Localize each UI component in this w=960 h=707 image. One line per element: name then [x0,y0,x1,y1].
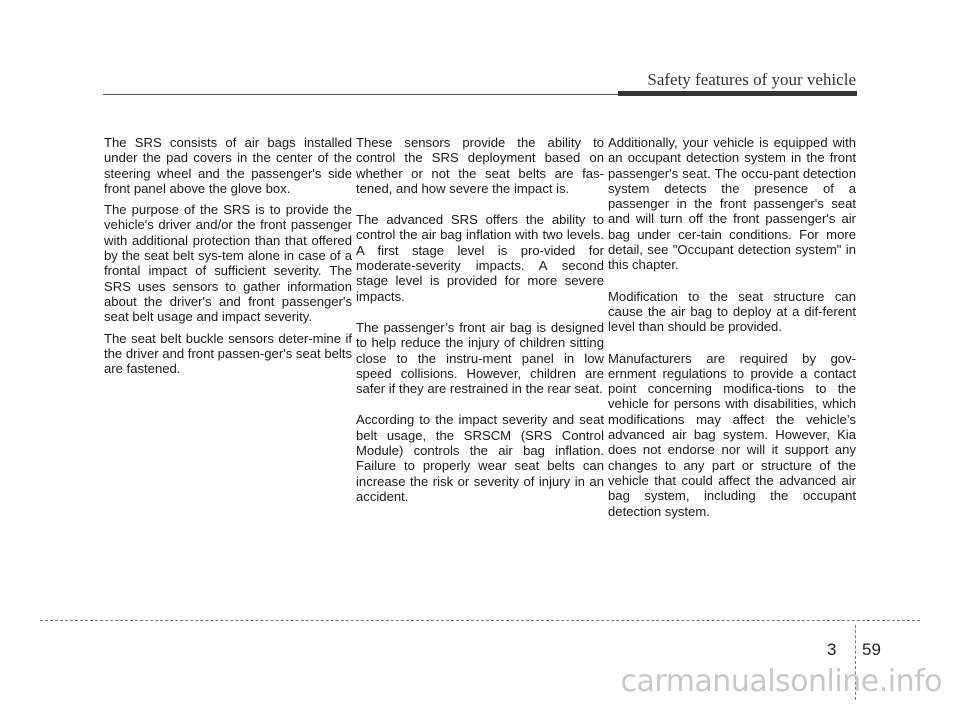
text-column-2 [356,135,604,520]
paragraph: The advanced SRS offers the ability to control the air bag inflation with two levels. A first stage level is pro-vided for moderate-severity impacts. A second stage level is provided for more severe impacts. [356,212,604,304]
paragraph: Manufacturers are required by gov-ernment regulations to provide a contact point concerning modifica-tions to the vehicle for persons with disabilities, which modifications may affect the vehicle’s advanced air bag system. However, Kia does not endorse nor will it support any changes to any part or structure of the vehicle that could affect the advanced air bag system, including the occupant detection system. [608,350,856,519]
text-column-1 [104,135,352,382]
chapter-number: 3 [827,640,837,659]
section-title: Safety features of your vehicle [647,70,856,89]
footer-rule [40,620,920,621]
page-number: 59 [862,640,881,659]
paragraph: Additionally, your vehicle is equipped with an occupant detection system in the front passenger's seat. The occu-pant detection system detects the presence of a passenger in the front passenger's seat and will turn off the front passenger's air bag under cer-tain conditions. For more detail, see "Occupant detection system" in this chapter. [608,135,856,273]
paragraph: The SRS consists of air bags installed under the pad covers in the center of the steering wheel and the passenger's side front panel above the glove box. [104,135,352,196]
paragraph: The passenger’s front air bag is designed to help reduce the injury of children sitting close to the instru-ment panel in low speed collisions. However, children are safer if they are restrained in the rear seat. [356,319,604,397]
paragraph: According to the impact severity and seat belt usage, the SRSCM (SRS Control Module) controls the air bag inflation. Failure to properly wear seat belts can increase the risk or severity of injury in an accident. [356,412,604,504]
text-column-3 [608,135,856,535]
paragraph: The seat belt buckle sensors deter-mine if the driver and front passen-ger's seat belts are fastened. [104,330,352,377]
header-rule [103,94,623,95]
paragraph: Modification to the seat structure can cause the air bag to deploy at a dif-ferent level than should be provided. [608,288,856,335]
watermark: carmanualsonline.info [620,664,942,699]
paragraph: These sensors provide the ability to control the SRS deployment based on whether or not the seat belts are fas-tened, and how severe the impact is. [356,135,604,196]
header-rule-accent [618,91,857,96]
paragraph: The purpose of the SRS is to provide the vehicle's driver and/or the front passenger with additional protection than that offered by the seat belt sys-tem alone in case of a frontal impact of sufficient severity. The SRS uses sensors to gather information about the driver's and front passenger's seat belt usage and impact severity. [104,202,352,325]
